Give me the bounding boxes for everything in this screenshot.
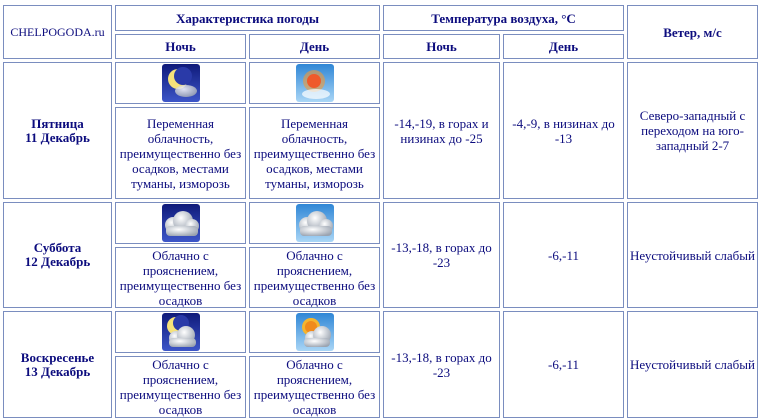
night-description: Переменная облачность, преимущественно без осадков, местами туманы, изморозь <box>115 107 246 199</box>
forecast-table <box>3 5 758 418</box>
site-name: CHELPOGODA.ru <box>3 5 112 59</box>
temp-day: -6,-11 <box>503 311 624 418</box>
wind: Северо-западный с переходом на юго-западный 2-7 <box>627 62 758 199</box>
day-description: Облачно с прояснением, преимущественно без осадков <box>249 247 380 308</box>
night-description: Облачно с прояснением, преимущественно без осадков <box>115 356 246 418</box>
cloudy-day-icon <box>296 204 334 242</box>
wind: Неустойчивый слабый <box>627 202 758 308</box>
header-wind: Ветер, м/с <box>627 5 758 59</box>
sun-cloudy-icon <box>296 313 334 351</box>
day-description: Переменная облачность, преимущественно без осадков, местами туманы, изморозь <box>249 107 380 199</box>
day-description: Облачно с прояснением, преимущественно без осадков <box>249 356 380 418</box>
temp-night: -13,-18, в горах до -23 <box>383 311 500 418</box>
cloudy-night-icon <box>162 204 200 242</box>
temp-night: -13,-18, в горах до -23 <box>383 202 500 308</box>
header-char-day: День <box>249 34 380 59</box>
night-icon-cell <box>115 311 246 353</box>
weekday: Воскресенье <box>20 349 95 365</box>
header-temp-night: Ночь <box>383 34 500 59</box>
header-temp-day: День <box>503 34 624 59</box>
date: 13 Декабрь <box>24 363 91 379</box>
day-cell <box>3 311 112 418</box>
day-cell <box>3 202 112 308</box>
moon-cloudy-icon <box>162 313 200 351</box>
wind: Неустойчивый слабый <box>627 311 758 418</box>
header-weather-characteristics: Характеристика погоды <box>115 5 380 31</box>
temp-night: -14,-19, в горах и низинах до -25 <box>383 62 500 199</box>
day-cell <box>3 62 112 199</box>
date: 11 Декабрь <box>25 129 90 145</box>
day-icon-cell <box>249 311 380 353</box>
moon-partly-cloudy-icon <box>162 64 200 102</box>
weekday: Суббота <box>33 240 82 255</box>
date: 12 Декабрь <box>24 254 91 269</box>
sun-hazy-icon <box>296 64 334 102</box>
temp-day: -4,-9, в низинах до -13 <box>503 62 624 199</box>
night-icon-cell <box>115 62 246 104</box>
night-icon-cell <box>115 202 246 244</box>
day-icon-cell <box>249 202 380 244</box>
weekday: Пятница <box>31 115 84 131</box>
night-description: Облачно с прояснением, преимущественно без осадков <box>115 247 246 308</box>
header-air-temperature: Температура воздуха, °С <box>383 5 624 31</box>
day-icon-cell <box>249 62 380 104</box>
temp-day: -6,-11 <box>503 202 624 308</box>
header-char-night: Ночь <box>115 34 246 59</box>
